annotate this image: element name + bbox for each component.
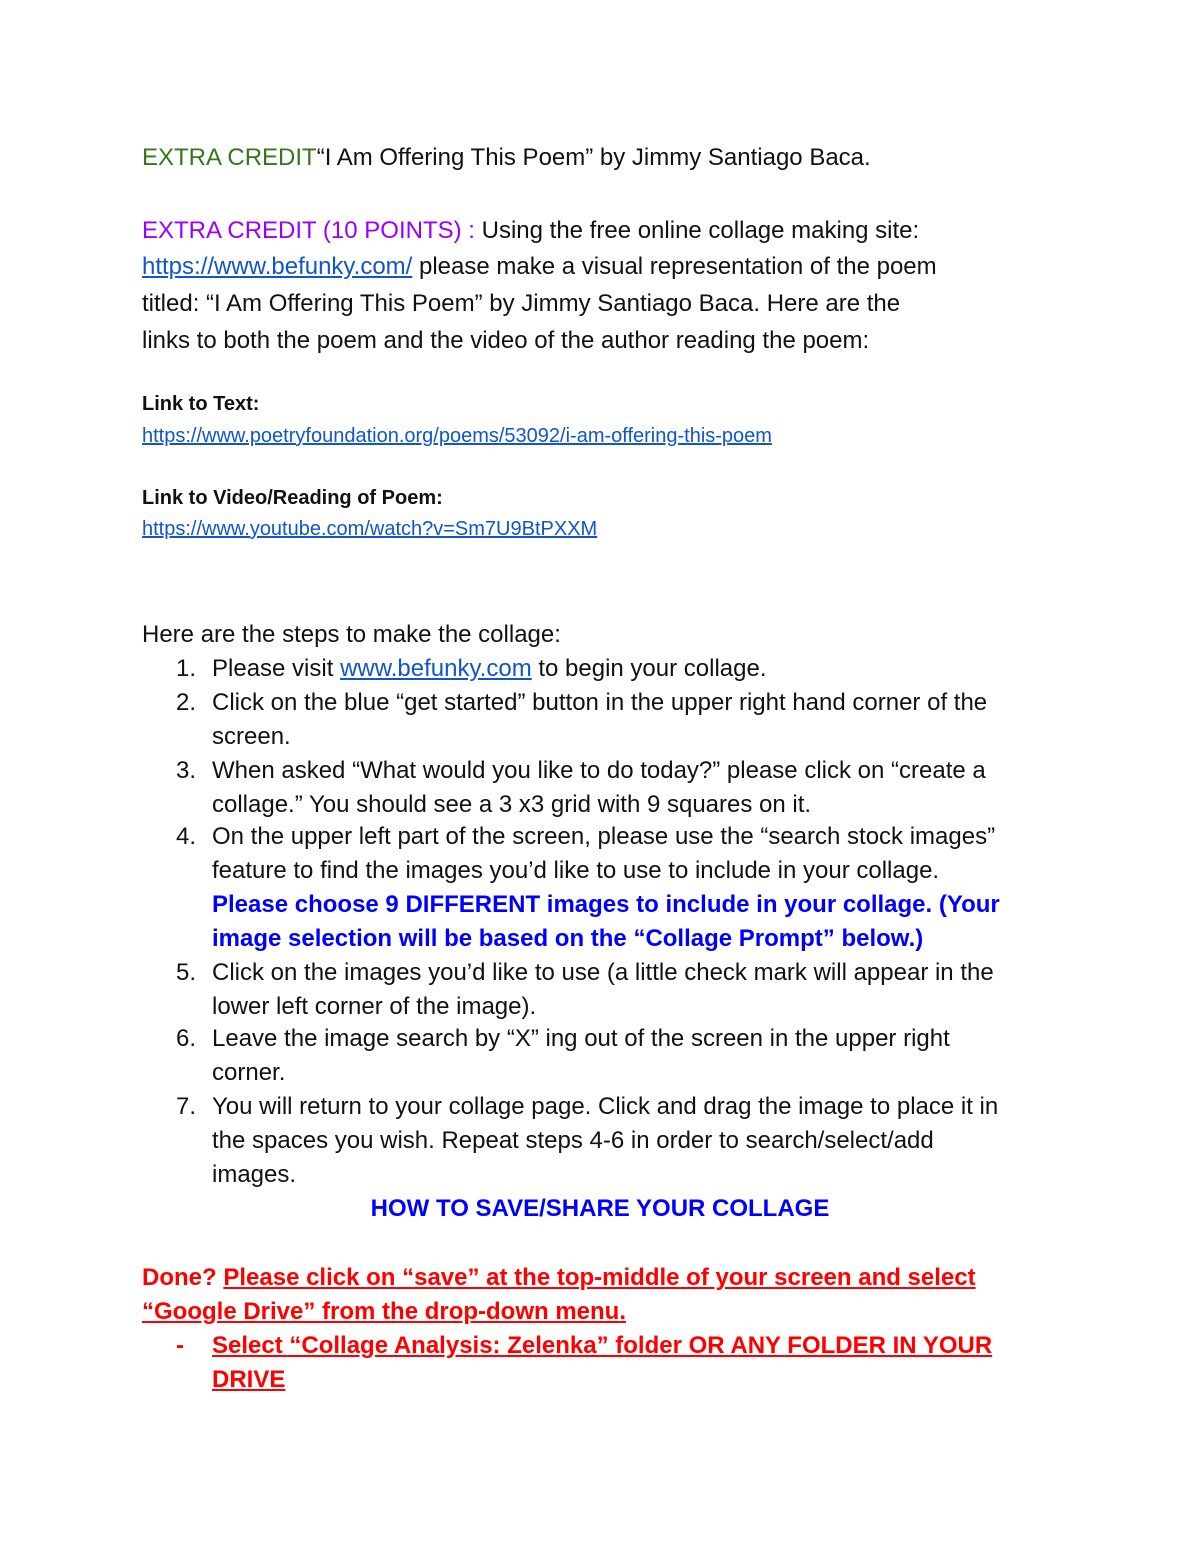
step-2-line-2: screen.: [212, 723, 291, 750]
poetry-foundation-link[interactable]: https://www.poetryfoundation.org/poems/53092/i-am-offering-this-poem: [142, 425, 772, 447]
done-line-2: “Google Drive” from the drop-down menu.: [142, 1298, 627, 1325]
intro-line-4: links to both the poem and the video of the author reading the poem:: [142, 327, 870, 354]
step-6-line-2: corner.: [212, 1059, 286, 1086]
step-4-line-4: image selection will be based on the “Collage Prompt” below.): [212, 925, 924, 952]
done-line-1: [142, 1261, 976, 1295]
intro-line-3: titled: “I Am Offering This Poem” by Jimmy Santiago Baca. Here are the: [142, 290, 901, 317]
step-4-line-2: feature to find the images you’d like to use to include in your collage.: [212, 857, 940, 884]
step-2-number: 2.: [176, 689, 197, 716]
steps-intro: Here are the steps to make the collage:: [142, 621, 561, 648]
save-share-heading: HOW TO SAVE/SHARE YOUR COLLAGE: [370, 1195, 830, 1222]
heading-title: “I Am Offering This Poem” by Jimmy Santiago Baca.: [316, 144, 871, 171]
intro-text-1: Using the free online collage making site:: [474, 217, 920, 244]
step-6-line-1: Leave the image search by “X” ing out of the screen in the upper right: [212, 1025, 950, 1052]
step-7-line-1: You will return to your collage page. Click and drag the image to place it in: [212, 1093, 999, 1120]
step-7-number: 7.: [176, 1093, 197, 1120]
step-1: [212, 652, 767, 686]
befunky-link[interactable]: https://www.befunky.com/: [142, 253, 413, 280]
bullet-line-1: Select “Collage Analysis: Zelenka” folder OR ANY FOLDER IN YOUR: [212, 1332, 993, 1359]
step-7-line-2: the spaces you wish. Repeat steps 4-6 in order to search/select/add: [212, 1127, 934, 1154]
extra-credit-tag: EXTRA CREDIT: [142, 144, 317, 171]
bullet-line-2: DRIVE: [212, 1366, 286, 1393]
step-5-line-1: Click on the images you’d like to use (a little check mark will appear in the: [212, 959, 994, 986]
step-4-line-3: Please choose 9 DIFFERENT images to include in your collage. (Your: [212, 891, 1000, 918]
step-4-number: 4.: [176, 823, 197, 850]
link-to-text-label: Link to Text:: [142, 393, 260, 415]
done-instruction-1: Please click on “save” at the top-middle of your screen and select: [223, 1264, 976, 1291]
done-label: Done?: [142, 1264, 217, 1291]
step-5-number: 5.: [176, 959, 197, 986]
step-2-line-1: Click on the blue “get started” button in the upper right hand corner of the: [212, 689, 988, 716]
intro-text-2: please make a visual representation of the poem: [412, 253, 937, 280]
bullet-dash: -: [176, 1332, 184, 1359]
step-3-number: 3.: [176, 757, 197, 784]
step-5-line-2: lower left corner of the image).: [212, 993, 537, 1020]
intro-line-2: [142, 250, 937, 284]
step-3-line-1: When asked “What would you like to do today?” please click on “create a: [212, 757, 986, 784]
step-6-number: 6.: [176, 1025, 197, 1052]
extra-credit-points-tag: EXTRA CREDIT (10 POINTS) :: [142, 217, 475, 244]
heading-line: [142, 141, 871, 175]
step-7-line-3: images.: [212, 1161, 297, 1188]
link-to-video-label: Link to Video/Reading of Poem:: [142, 487, 443, 509]
youtube-link[interactable]: https://www.youtube.com/watch?v=Sm7U9BtPXXM: [142, 518, 598, 540]
befunky-step-link[interactable]: www.befunky.com: [340, 655, 532, 682]
step-3-line-2: collage.” You should see a 3 x3 grid with 9 squares on it.: [212, 791, 812, 818]
step-1-number: 1.: [176, 655, 197, 682]
step-4-line-1: On the upper left part of the screen, please use the “search stock images”: [212, 823, 996, 850]
intro-line-1: [142, 214, 919, 248]
step-1-text-a: Please visit: [212, 655, 341, 682]
step-1-text-b: to begin your collage.: [531, 655, 767, 682]
